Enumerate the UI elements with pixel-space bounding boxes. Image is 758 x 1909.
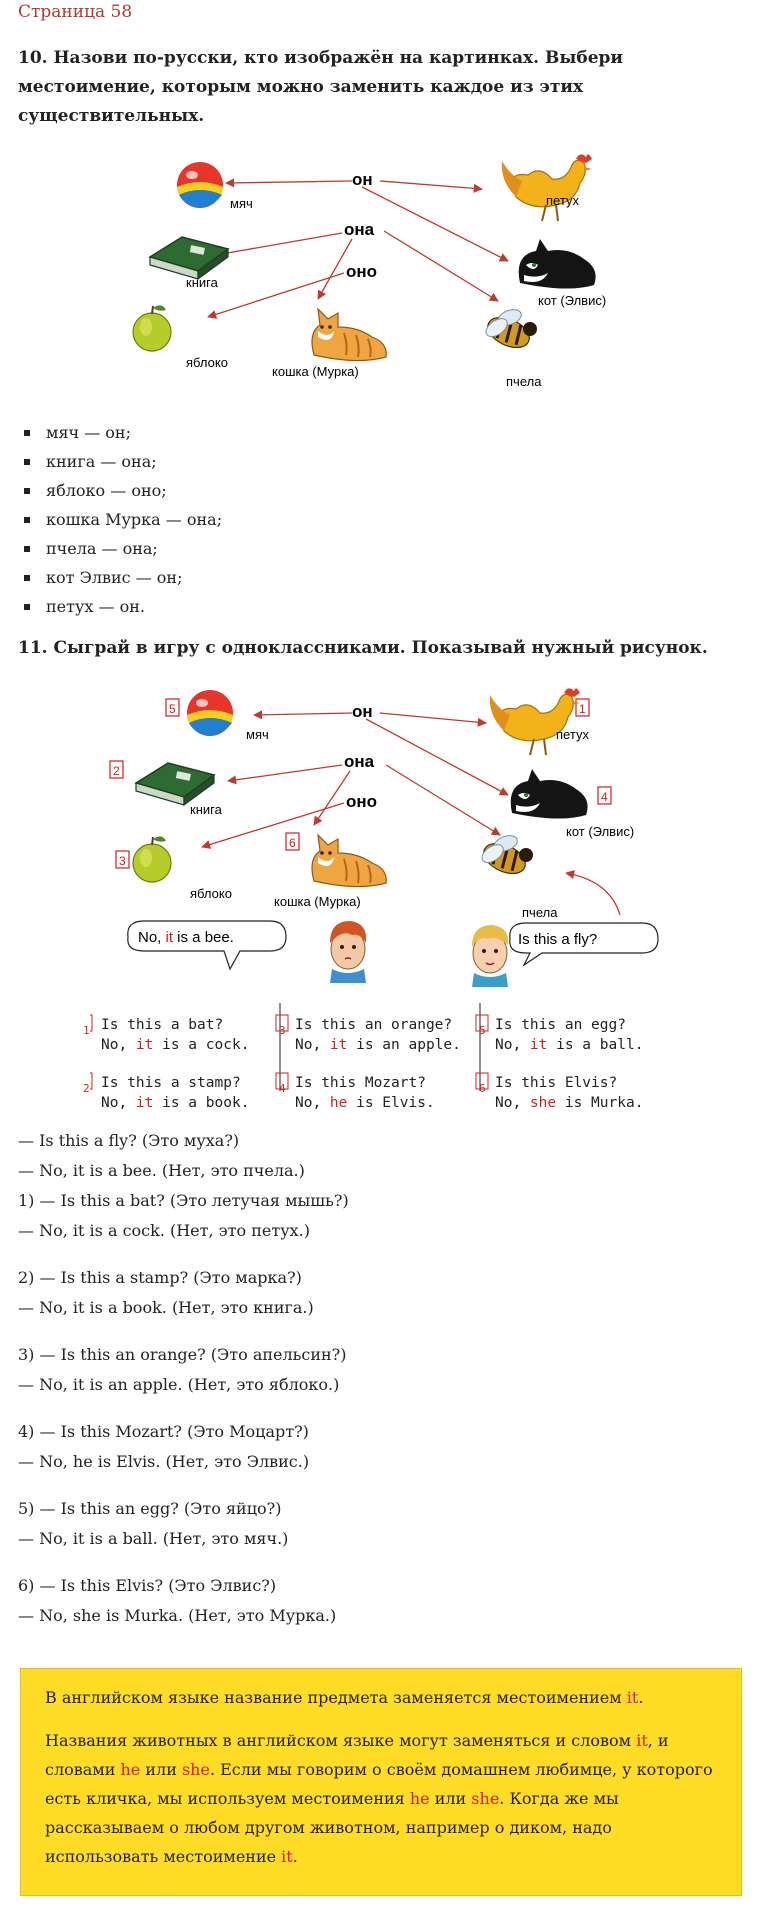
label-apple: яблоко	[186, 355, 228, 370]
task-10-line: существительных.	[18, 106, 205, 126]
number-apple: 3	[119, 854, 126, 868]
bubble-right-text: Is this a fly?	[518, 931, 598, 948]
ball-image	[187, 690, 233, 736]
number-book: 2	[113, 764, 120, 778]
number-cat-elvis: 4	[601, 790, 608, 804]
dialog-line: — No, it is a cock. (Нет, это петух.)	[18, 1221, 310, 1240]
speech-bubble-left	[128, 921, 286, 969]
pronoun-on: он	[352, 702, 373, 721]
dialog-line: 1) — Is this a bat? (Это летучая мышь?)	[18, 1191, 349, 1210]
exercise-answer: is a cock.	[153, 1037, 250, 1053]
note-text: В английском языке название предмета заменяется местоимением	[45, 1688, 627, 1707]
grammar-note	[20, 1668, 742, 1896]
label-rooster: петух	[556, 727, 589, 742]
exercise-pronoun: she	[529, 1095, 557, 1111]
apple-image	[133, 305, 171, 351]
pronoun-ono: оно	[346, 262, 378, 281]
label-ball: мяч	[230, 196, 253, 211]
exercise-answer: No,	[495, 1095, 530, 1111]
note-highlight: it	[636, 1731, 648, 1750]
note-paragraph	[45, 1726, 717, 1871]
exercise-number: 6	[479, 1082, 486, 1095]
book-image	[136, 763, 214, 805]
pronoun-on: он	[352, 170, 373, 189]
note-highlight: she	[471, 1789, 500, 1808]
exercise-answer: No,	[295, 1095, 330, 1111]
number-rooster: 1	[579, 702, 586, 716]
exercise-answer: No,	[295, 1037, 330, 1053]
label-cat-elvis: кот (Элвис)	[538, 293, 607, 308]
boy-redhead-image	[330, 921, 366, 983]
number-cat-murka: 6	[289, 836, 296, 850]
list-item: кошка Мурка — она;	[18, 505, 222, 534]
speech-bubble-right	[510, 923, 658, 965]
exercise-number: 5	[479, 1024, 486, 1037]
dialog-translation	[18, 1126, 349, 1631]
note-text: . Когда же мы рассказываем о любом другом животном, например о диком, надо использовать местоимение	[45, 1789, 619, 1866]
dialog-line: — Is this a fly? (Это муха?)	[18, 1131, 240, 1150]
apple-image	[133, 836, 171, 882]
dialog-line: 5) — Is this an egg? (Это яйцо?)	[18, 1499, 282, 1518]
dialog-line: — No, it is a ball. (Нет, это мяч.)	[18, 1529, 289, 1548]
dialog-line: — No, she is Murka. (Нет, это Мурка.)	[18, 1606, 337, 1625]
note-text: . Если мы говорим о своём домашнем любимце, у которого есть кличка, мы используем местоимения	[45, 1760, 713, 1808]
svg-text:No, it is a bee.	[138, 929, 234, 946]
dialog-line: — No, it is a book. (Нет, это книга.)	[18, 1298, 314, 1317]
bubble-left-pronoun: it	[165, 929, 174, 946]
note-highlight: it	[626, 1688, 639, 1707]
note-highlight: he	[409, 1789, 430, 1808]
task-10-line: местоимение, которым можно заменить каждое из этих	[18, 77, 584, 97]
label-ball: мяч	[246, 727, 269, 742]
exercise-pronoun: it	[529, 1037, 548, 1053]
exercise-question: Is this an egg?	[495, 1017, 626, 1033]
exercise-answer: is Murka.	[556, 1095, 644, 1111]
ball-image	[177, 162, 223, 208]
label-bee: пчела	[522, 905, 558, 920]
dialog-line: — No, it is a bee. (Нет, это пчела.)	[18, 1161, 305, 1180]
boy-blond-image	[472, 925, 508, 987]
rooster-image	[490, 688, 580, 755]
exercise-answer: is a ball.	[547, 1037, 644, 1053]
page-title: Страница 58	[18, 2, 133, 22]
pronoun-diagram-1	[90, 145, 650, 405]
exercise-pronoun: it	[329, 1037, 348, 1053]
note-text: .	[638, 1688, 644, 1707]
cat-murka-image	[312, 309, 386, 361]
exercise-pronoun: he	[329, 1095, 348, 1111]
bubble-left-text: No,	[138, 929, 166, 946]
dialog-line: 3) — Is this an orange? (Это апельсин?)	[18, 1345, 347, 1364]
list-item: петух — он.	[18, 592, 222, 621]
book-image	[150, 237, 228, 279]
list-item: мяч — он;	[18, 418, 222, 447]
cat-elvis-image	[519, 239, 596, 289]
note-text: Названия животных в английском языке могут заменяться и словом	[45, 1731, 637, 1750]
bee-image	[479, 833, 533, 880]
label-cat-elvis: кот (Элвис)	[566, 824, 635, 839]
label-apple: яблоко	[190, 886, 232, 901]
exercise-number: 4	[279, 1082, 286, 1095]
label-cat-murka: кошка (Мурка)	[272, 364, 359, 379]
rooster-image	[502, 154, 592, 221]
task-10-line: 10. Назови по-русски, кто изображён на картинках. Выбери	[18, 48, 624, 68]
exercise-answer: No,	[101, 1037, 136, 1053]
exercise-answer: is Elvis.	[347, 1095, 435, 1111]
pronoun-ona: она	[344, 220, 375, 239]
note-highlight: he	[120, 1760, 141, 1779]
note-highlight: it	[281, 1847, 293, 1866]
exercise-answer: No,	[495, 1037, 530, 1053]
note-text: .	[292, 1847, 298, 1866]
exercise-number: 3	[279, 1024, 286, 1037]
pronoun-ona: она	[344, 752, 375, 771]
exercise-answer: No,	[101, 1095, 136, 1111]
label-bee: пчела	[506, 374, 542, 389]
number-ball: 5	[169, 702, 176, 716]
exercise-answer: is an apple.	[347, 1037, 461, 1053]
exercise-number: 2	[83, 1082, 90, 1095]
arrows	[208, 181, 508, 317]
label-book: книга	[190, 802, 222, 817]
pronoun-ono: оно	[346, 792, 378, 811]
exercise-question: Is this a stamp?	[101, 1075, 241, 1091]
label-rooster: петух	[546, 193, 579, 208]
exercise-answer: is a book.	[153, 1095, 250, 1111]
note-text: или	[429, 1789, 472, 1808]
exercise-question: Is this Elvis?	[495, 1075, 618, 1091]
bubble-left-text: is a bee.	[173, 929, 234, 946]
answers-10-list	[18, 418, 222, 621]
exercise-cards	[79, 1015, 689, 1125]
dialog-line: 6) — Is this Elvis? (Это Элвис?)	[18, 1576, 277, 1595]
exercise-number: 1	[83, 1024, 90, 1037]
cat-elvis-image	[511, 769, 588, 819]
exercise-question: Is this a bat?	[101, 1017, 224, 1033]
list-item: пчела — она;	[18, 534, 222, 563]
label-book: книга	[186, 275, 218, 290]
task-10-heading	[18, 44, 623, 131]
note-text: или	[140, 1760, 182, 1779]
exercise-pronoun: it	[135, 1095, 154, 1111]
dialog-line: 4) — Is this Mozart? (Это Моцарт?)	[18, 1422, 309, 1441]
dialog-line: — No, it is an apple. (Нет, это яблоко.)	[18, 1375, 340, 1394]
bee-image	[483, 307, 537, 354]
list-item: яблоко — оно;	[18, 476, 222, 505]
label-cat-murka: кошка (Мурка)	[274, 894, 361, 909]
note-paragraph	[45, 1683, 717, 1712]
exercise-pronoun: it	[135, 1037, 154, 1053]
exercise-question: Is this an orange?	[295, 1017, 453, 1033]
dialog-line: — No, he is Elvis. (Нет, это Элвис.)	[18, 1452, 310, 1471]
cat-murka-image	[312, 835, 386, 887]
note-highlight: she	[181, 1760, 210, 1779]
task-11-heading: 11. Сыграй в игру с одноклассниками. Показывай нужный рисунок.	[18, 638, 708, 658]
note-text: , и словами	[45, 1731, 669, 1779]
exercise-question: Is this Mozart?	[295, 1075, 426, 1091]
list-item: кот Элвис — он;	[18, 563, 222, 592]
dialog-line: 2) — Is this a stamp? (Это марка?)	[18, 1268, 302, 1287]
list-item: книга — она;	[18, 447, 222, 476]
